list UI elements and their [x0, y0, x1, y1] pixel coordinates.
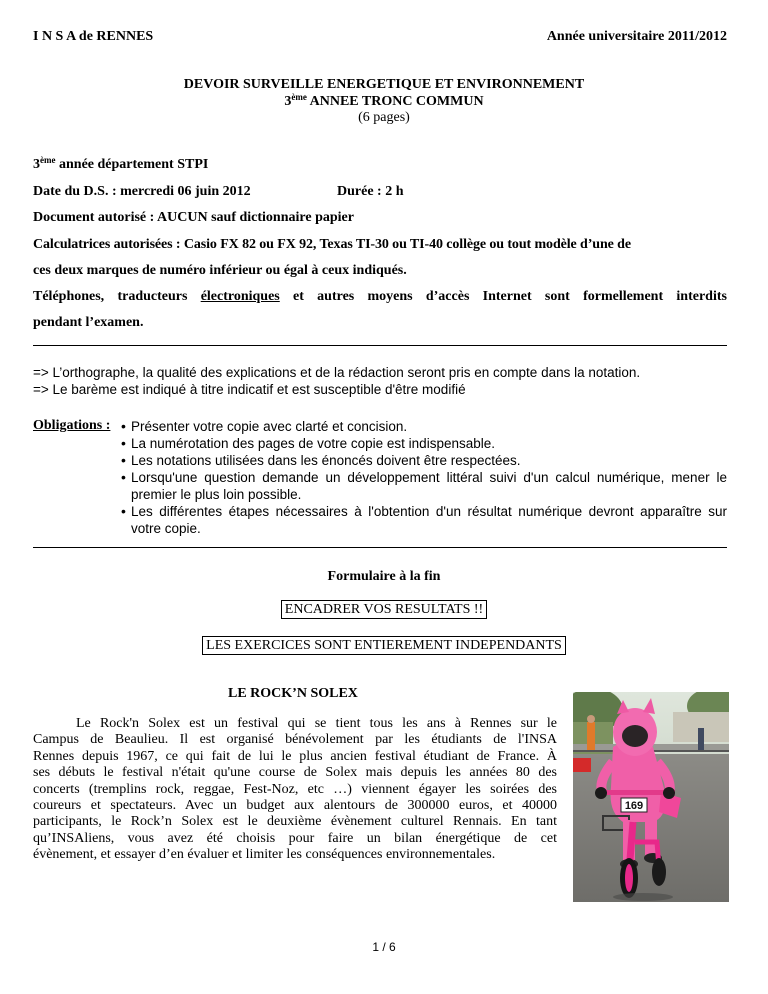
paragraph-line: Campus de Beaulieu. Il est organisé bénévolement par les étudiants de l'INSA	[33, 732, 557, 748]
phones-word-10: interdits	[676, 289, 727, 304]
department	[33, 157, 208, 173]
phones-word-5: moyens	[367, 289, 413, 304]
paragraph-line: concerts (tremplins rock, reggae, Fest-Noz, etc …) viennent égayer les soirées des	[33, 781, 557, 797]
pink-rider-image	[573, 692, 729, 902]
paragraph-line: Le Rock'n Solex est un festival qui se tient tous les ans à Rennes sur le	[76, 716, 557, 731]
phones-word-2: traducteurs	[117, 289, 188, 304]
page-number: 1 / 6	[372, 940, 396, 954]
paragraph-line: évènement, et essayer d’en évaluer et limiter les conséquences environnementales.	[33, 847, 496, 863]
department-text: année département STPI	[55, 157, 209, 172]
phones-word-8: sont	[544, 289, 570, 304]
phones-word-4: autres	[317, 289, 355, 304]
obligation-text: La numérotation des pages de votre copie est indispensable.	[131, 436, 495, 451]
subtitle-text: ANNEE TRONC COMMUN	[306, 94, 484, 109]
formulaire-note: Formulaire à la fin	[327, 569, 441, 584]
section-title: LE ROCK’N SOLEX	[228, 686, 358, 701]
note-grading: => Le barème est indiqué à titre indicatif et est susceptible d'être modifié	[33, 382, 466, 397]
obligation-item	[121, 503, 727, 537]
bullet-icon: •	[121, 503, 126, 519]
independants-notice	[0, 636, 768, 655]
phones-word-1: Téléphones,	[33, 289, 105, 304]
obligation-text: Les différentes étapes nécessaires à l'obtention d'un résultat numérique devront apparaître sur votre copie.	[131, 504, 727, 536]
obligation-item	[121, 452, 727, 469]
paragraph-line: participants, le Rock’n Solex est le deuxième évènement culturel Rennais. En tant	[33, 814, 557, 830]
allowed-calculators-cont: ces deux marques de numéro inférieur ou égal à ceux indiqués.	[33, 263, 407, 278]
header-year: Année universitaire 2011/2012	[546, 29, 727, 44]
subtitle-number: 3	[284, 94, 292, 109]
obligation-text: Lorsqu'une question demande un développement littéral suivi d'un calcul numérique, mener le premier le plus loin possible.	[131, 470, 727, 502]
allowed-calculators: Calculatrices autorisées : Casio FX 82 ou FX 92, Texas TI-30 ou TI-40 collège ou tout modèle d’une de	[33, 237, 631, 252]
header-school: I N S A de RENNES	[33, 29, 154, 44]
obligation-item	[121, 418, 727, 435]
bullet-icon: •	[121, 435, 126, 451]
page-count: (6 pages)	[358, 110, 410, 125]
allowed-documents: Document autorisé : AUCUN sauf dictionnaire papier	[33, 210, 354, 225]
phones-forbidden	[33, 289, 727, 305]
phones-word-9: formellement	[583, 289, 664, 304]
note-spelling: => L’orthographe, la qualité des explications et de la rédaction seront pris en compte dans la notation.	[33, 365, 641, 380]
bullet-icon: •	[121, 469, 126, 485]
paragraph-line: qu’INSAliens, vous avez été choisis pour faire un bilan énergétique de cet	[33, 830, 557, 846]
obligation-text: Présenter votre copie avec clarté et concision.	[131, 419, 408, 434]
paragraph-line: Rennes depuis 1967, ce qui fait de lui le plus ancien festival étudiant de France. À	[33, 748, 557, 764]
divider-top	[33, 345, 727, 346]
bullet-icon: •	[121, 418, 126, 434]
independants-text: LES EXERCICES SONT ENTIEREMENT INDEPENDANTS	[202, 636, 566, 655]
obligation-text: Les notations utilisées dans les énoncés doivent être respectées.	[131, 453, 521, 468]
bullet-icon: •	[121, 452, 126, 468]
exam-subtitle	[0, 94, 768, 110]
obligation-item	[121, 435, 727, 452]
phones-word-3: et	[293, 289, 304, 304]
festival-photo	[573, 692, 729, 902]
obligations-label: Obligations :	[33, 418, 111, 433]
phones-underlined: électroniques	[200, 289, 280, 304]
obligations-list	[121, 418, 727, 537]
paragraph-line: coureurs et spectateurs. Avec un budget aux alentours de 300000 euros, et 40000	[33, 798, 557, 814]
subtitle-superscript: ème	[291, 92, 307, 102]
phones-word-7: Internet	[482, 289, 532, 304]
department-superscript: ème	[40, 155, 56, 165]
encadrer-text: ENCADRER VOS RESULTATS !!	[281, 600, 487, 619]
exam-date: Date du D.S. : mercredi 06 juin 2012	[33, 184, 251, 199]
phones-forbidden-cont: pendant l’examen.	[33, 315, 144, 330]
paragraph-line: ses débuts le festival n'était qu'une course de Solex mais depuis les années 80 des	[33, 765, 557, 781]
phones-word-6: d’accès	[425, 289, 470, 304]
obligation-item	[121, 469, 727, 503]
race-number: 169	[624, 800, 644, 812]
intro-paragraph	[33, 716, 557, 864]
divider-bottom	[33, 547, 727, 548]
exam-duration: Durée : 2 h	[337, 184, 404, 199]
department-number: 3	[33, 157, 40, 172]
exam-title: DEVOIR SURVEILLE ENERGETIQUE ET ENVIRONNEMENT	[183, 77, 585, 92]
encadrer-notice	[0, 600, 768, 619]
